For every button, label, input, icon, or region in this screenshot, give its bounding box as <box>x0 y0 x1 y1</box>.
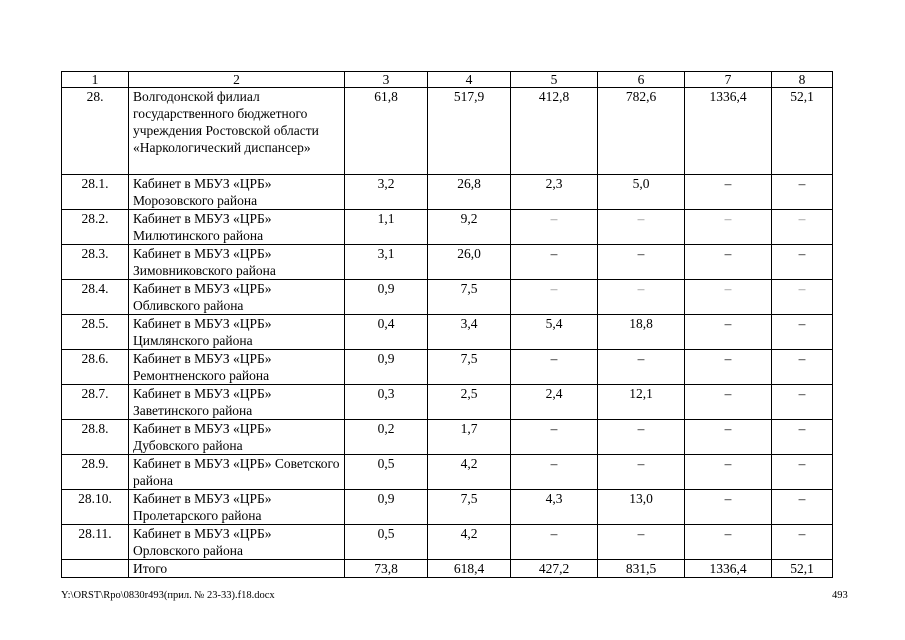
column-header: 6 <box>598 72 685 88</box>
page-number: 493 <box>832 590 848 601</box>
value-cell: 7,5 <box>428 350 511 385</box>
value-cell: 3,2 <box>345 175 428 210</box>
table-row <box>62 385 833 420</box>
value-cell: 1,1 <box>345 210 428 245</box>
table-row <box>62 245 833 280</box>
value-cell: – <box>685 455 772 490</box>
table-row <box>62 455 833 490</box>
header-row <box>62 72 833 88</box>
value-cell: 831,5 <box>598 560 685 578</box>
value-cell: – <box>772 280 833 315</box>
row-number-cell: 28.10. <box>62 490 129 525</box>
value-cell: 0,5 <box>345 455 428 490</box>
value-cell: 0,3 <box>345 385 428 420</box>
value-cell: – <box>598 210 685 245</box>
value-cell: 3,1 <box>345 245 428 280</box>
value-cell: – <box>772 385 833 420</box>
value-cell: 52,1 <box>772 88 833 175</box>
value-cell: 412,8 <box>511 88 598 175</box>
value-cell: 0,4 <box>345 315 428 350</box>
row-number-cell <box>62 560 129 578</box>
value-cell: 618,4 <box>428 560 511 578</box>
value-cell: 2,3 <box>511 175 598 210</box>
value-cell: – <box>772 245 833 280</box>
value-cell: 1,7 <box>428 420 511 455</box>
value-cell: – <box>511 280 598 315</box>
institution-name-cell: Кабинет в МБУЗ «ЦРБ» Цимлянского района <box>129 315 345 350</box>
institution-name-cell: Кабинет в МБУЗ «ЦРБ» Морозовского района <box>129 175 345 210</box>
value-cell: – <box>772 175 833 210</box>
column-header: 4 <box>428 72 511 88</box>
value-cell: – <box>772 455 833 490</box>
value-cell: 3,4 <box>428 315 511 350</box>
value-cell: 7,5 <box>428 490 511 525</box>
institution-name-cell: Кабинет в МБУЗ «ЦРБ» Милютинского района <box>129 210 345 245</box>
table-row <box>62 315 833 350</box>
value-cell: 73,8 <box>345 560 428 578</box>
value-cell: 12,1 <box>598 385 685 420</box>
table-row <box>62 210 833 245</box>
institution-name-cell: Кабинет в МБУЗ «ЦРБ» Зимовниковского района <box>129 245 345 280</box>
value-cell: 0,9 <box>345 350 428 385</box>
table-row <box>62 525 833 560</box>
table-body <box>62 72 833 578</box>
column-header: 7 <box>685 72 772 88</box>
value-cell: 61,8 <box>345 88 428 175</box>
value-cell: 4,2 <box>428 455 511 490</box>
institution-name-cell: Кабинет в МБУЗ «ЦРБ» Заветинского района <box>129 385 345 420</box>
value-cell: 13,0 <box>598 490 685 525</box>
value-cell: – <box>598 420 685 455</box>
institution-name-cell: Кабинет в МБУЗ «ЦРБ» Ремонтненского района <box>129 350 345 385</box>
value-cell: – <box>772 210 833 245</box>
value-cell: 7,5 <box>428 280 511 315</box>
table-row <box>62 88 833 175</box>
value-cell: – <box>511 350 598 385</box>
column-header: 2 <box>129 72 345 88</box>
value-cell: – <box>772 315 833 350</box>
column-header: 3 <box>345 72 428 88</box>
table-row <box>62 280 833 315</box>
value-cell: 1336,4 <box>685 560 772 578</box>
table-row <box>62 175 833 210</box>
row-number-cell: 28.2. <box>62 210 129 245</box>
value-cell: – <box>772 350 833 385</box>
value-cell: – <box>685 175 772 210</box>
value-cell: 2,4 <box>511 385 598 420</box>
table-row <box>62 490 833 525</box>
value-cell: 0,9 <box>345 280 428 315</box>
row-number-cell: 28.11. <box>62 525 129 560</box>
value-cell: 427,2 <box>511 560 598 578</box>
row-number-cell: 28.8. <box>62 420 129 455</box>
row-number-cell: 28.4. <box>62 280 129 315</box>
value-cell: – <box>511 210 598 245</box>
value-cell: – <box>685 350 772 385</box>
value-cell: 2,5 <box>428 385 511 420</box>
institution-name-cell: Кабинет в МБУЗ «ЦРБ» Обливского района <box>129 280 345 315</box>
value-cell: 4,3 <box>511 490 598 525</box>
value-cell: – <box>598 455 685 490</box>
value-cell: 782,6 <box>598 88 685 175</box>
value-cell: – <box>772 420 833 455</box>
value-cell: – <box>511 420 598 455</box>
table-row <box>62 350 833 385</box>
institution-name-cell: Кабинет в МБУЗ «ЦРБ» Пролетарского района <box>129 490 345 525</box>
institution-name-cell: Итого <box>129 560 345 578</box>
value-cell: 0,2 <box>345 420 428 455</box>
value-cell: 52,1 <box>772 560 833 578</box>
value-cell: – <box>685 245 772 280</box>
column-header: 8 <box>772 72 833 88</box>
value-cell: – <box>685 490 772 525</box>
value-cell: – <box>598 525 685 560</box>
column-header: 5 <box>511 72 598 88</box>
column-header: 1 <box>62 72 129 88</box>
row-number-cell: 28.6. <box>62 350 129 385</box>
row-number-cell: 28.1. <box>62 175 129 210</box>
value-cell: 4,2 <box>428 525 511 560</box>
row-number-cell: 28.7. <box>62 385 129 420</box>
value-cell: – <box>511 245 598 280</box>
value-cell: 5,0 <box>598 175 685 210</box>
value-cell: 26,8 <box>428 175 511 210</box>
institution-name-cell: Кабинет в МБУЗ «ЦРБ» Советского района <box>129 455 345 490</box>
value-cell: – <box>598 280 685 315</box>
data-table <box>61 71 833 578</box>
row-number-cell: 28. <box>62 88 129 175</box>
table-row <box>62 420 833 455</box>
value-cell: – <box>511 525 598 560</box>
value-cell: 0,5 <box>345 525 428 560</box>
row-number-cell: 28.5. <box>62 315 129 350</box>
footer-file-path: Y:\ORST\Rpo\0830r493(прил. № 23-33).f18.docx <box>61 590 275 601</box>
value-cell: – <box>685 385 772 420</box>
value-cell: 5,4 <box>511 315 598 350</box>
institution-name-cell: Кабинет в МБУЗ «ЦРБ» Дубовского района <box>129 420 345 455</box>
total-row <box>62 560 833 578</box>
value-cell: 0,9 <box>345 490 428 525</box>
value-cell: – <box>772 525 833 560</box>
value-cell: – <box>685 420 772 455</box>
value-cell: – <box>685 210 772 245</box>
value-cell: – <box>685 525 772 560</box>
value-cell: – <box>598 245 685 280</box>
value-cell: 9,2 <box>428 210 511 245</box>
institution-name-cell: Волгодонской филиал государственного бюджетного учреждения Ростовской области «Наркологический диспансер» <box>129 88 345 175</box>
row-number-cell: 28.3. <box>62 245 129 280</box>
value-cell: 517,9 <box>428 88 511 175</box>
value-cell: 18,8 <box>598 315 685 350</box>
value-cell: 26,0 <box>428 245 511 280</box>
value-cell: – <box>772 490 833 525</box>
value-cell: – <box>685 280 772 315</box>
value-cell: – <box>685 315 772 350</box>
value-cell: 1336,4 <box>685 88 772 175</box>
value-cell: – <box>598 350 685 385</box>
value-cell: – <box>511 455 598 490</box>
row-number-cell: 28.9. <box>62 455 129 490</box>
institution-name-cell: Кабинет в МБУЗ «ЦРБ» Орловского района <box>129 525 345 560</box>
